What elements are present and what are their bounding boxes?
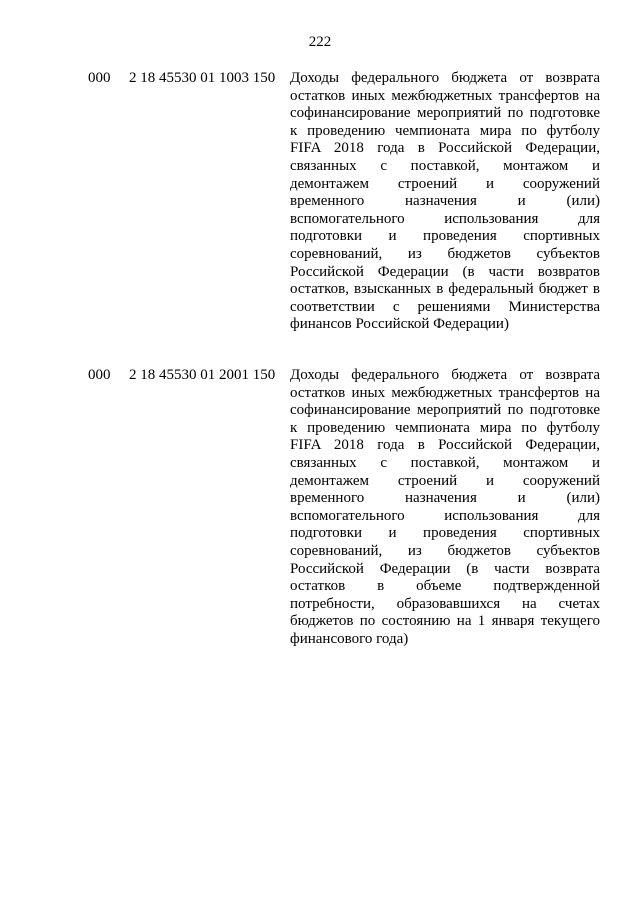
budget-classification-code: 2 18 45530 01 1003 150 [129,70,276,86]
administrator-code: 000 [88,70,111,86]
administrator-code: 000 [88,367,111,383]
budget-classification-code: 2 18 45530 01 2001 150 [129,367,276,383]
revenue-description: Доходы федерального бюджета от возврата остатков иных межбюджетных трансфертов на софинансирование мероприятий по подготовке к проведению чемпионата мира по футболу FIFA 2018 года в Российской Федерации, связанных с поставкой, монтажом и демонтажем строений и сооружений временного назначения и (или) вспомогательного использования для подготовки и проведения спортивных соревнований, из бюджетов субъектов Российской Федерации (в части возвратов остатков, взысканных в федеральный бюджет в соответствии с решениями Министерства финансов Российской Федерации) [290,70,600,333]
page-number: 222 [308,34,332,50]
revenue-description: Доходы федерального бюджета от возврата остатков иных межбюджетных трансфертов на софинансирование мероприятий по подготовке к проведению чемпионата мира по футболу FIFA 2018 года в Российской Федерации, связанных с поставкой, монтажом и демонтажем строений и сооружений временного назначения и (или) вспомогательного использования для подготовки и проведения спортивных соревнований, из бюджетов субъектов Российской Федерации (в части возврата остатков в объеме подтвержденной потребности, образовавшихся на счетах бюджетов по состоянию на 1 января текущего финансового года) [290,367,600,647]
